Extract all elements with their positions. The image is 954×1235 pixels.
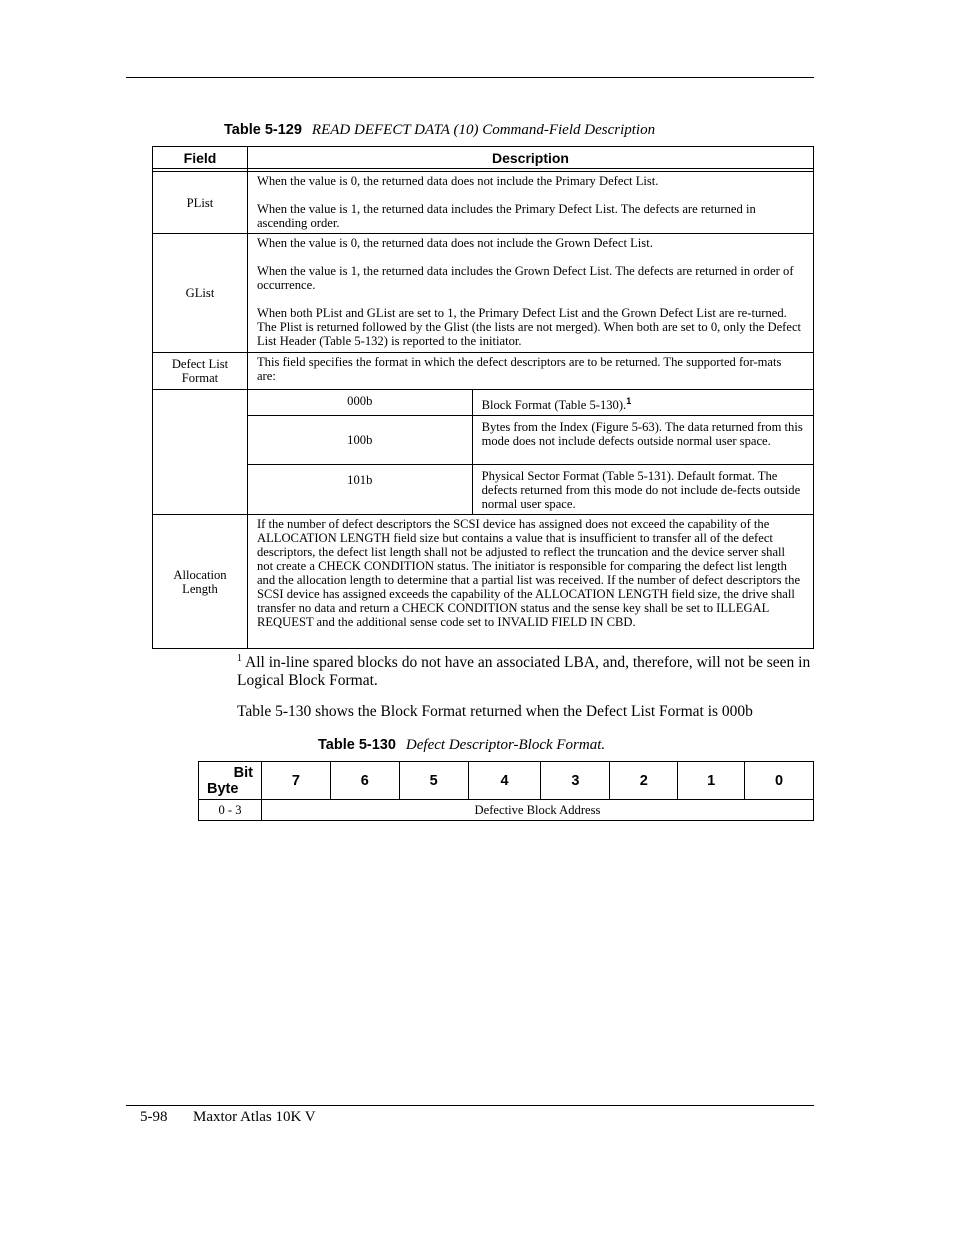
table-129-label: Table 5-129 xyxy=(224,122,302,138)
table-129 xyxy=(152,146,814,649)
bit-byte-corner xyxy=(199,762,262,800)
format-code-000b: 000b xyxy=(247,390,472,416)
corner-bit-label: Bit xyxy=(233,764,253,781)
bit-4: 4 xyxy=(468,762,541,800)
table-header-row xyxy=(153,147,814,169)
table-130-title: Defect Descriptor-Block Format. xyxy=(405,737,606,753)
desc-glist xyxy=(247,234,813,353)
format-code-100b: 100b xyxy=(247,416,472,465)
byte-value: Defective Block Address xyxy=(261,800,813,821)
table-129-title: READ DEFECT DATA (10) Command-Field Description xyxy=(311,122,656,138)
desc-glist-line-3: When both PList and GList are set to 1, the Primary Defect List and the Grown Defect List are re-turned. The Plist is returned followed by the Glist (the lists are not merged). When both are set to 0, only the Defect List Header (Table 5-132) is reported to the initiator. xyxy=(256,306,802,348)
footnote xyxy=(237,650,817,690)
table-row xyxy=(199,800,814,821)
desc-plist xyxy=(247,172,813,234)
desc-defect-list-format: This field specifies the format in which the defect descriptors are to be returned. The supported for-mats are: xyxy=(247,353,813,390)
format-text-000b-label: Block Format (Table 5-130). xyxy=(481,398,627,413)
desc-plist-line-1: When the value is 0, the returned data does not include the Primary Defect List. xyxy=(256,174,659,188)
field-plist: PList xyxy=(153,172,248,234)
bit-0: 0 xyxy=(745,762,814,800)
byte-range: 0 - 3 xyxy=(199,800,262,821)
format-text-000b xyxy=(472,390,813,416)
format-text-100b: Bytes from the Index (Figure 5-63). The data returned from this mode does not include defects outside normal user space. xyxy=(472,416,813,465)
table-row-plist xyxy=(153,172,814,234)
table-129-caption xyxy=(224,122,655,139)
bit-7: 7 xyxy=(261,762,330,800)
bit-header-row xyxy=(199,762,814,800)
page-number: 5-98 xyxy=(140,1109,168,1125)
format-code-101b: 101b xyxy=(247,465,472,515)
field-defect-list-format: Defect List Format xyxy=(153,353,248,390)
table-130-label: Table 5-130 xyxy=(318,737,396,753)
header-field: Field xyxy=(153,147,248,169)
format-text-101b: Physical Sector Format (Table 5-131). Default format. The defects returned from this mode do not include de-fects outside normal user space. xyxy=(472,465,813,515)
format-row-000b xyxy=(153,390,814,416)
table-130-caption xyxy=(318,737,605,754)
body-paragraph: Table 5-130 shows the Block Format returned when the Defect List Format is 000b xyxy=(237,703,753,720)
bit-1: 1 xyxy=(678,762,745,800)
footnote-marker: 1 xyxy=(237,653,242,664)
footer-rule xyxy=(126,1105,814,1106)
desc-glist-line-1: When the value is 0, the returned data does not include the Grown Defect List. xyxy=(256,236,653,250)
header-rule xyxy=(126,77,814,78)
field-allocation-length: Allocation Length xyxy=(153,515,248,649)
format-row-100b xyxy=(153,416,814,465)
corner-byte-label: Byte xyxy=(207,780,239,797)
bit-5: 5 xyxy=(399,762,468,800)
desc-allocation-length: If the number of defect descriptors the SCSI device has assigned does not exceed the capability of the ALLOCATION LENGTH field size but contains a value that is insufficient to transfer all of the defect descriptors, the defect list length shall not be adjusted to reflect the truncation and the device server shall not create a CHECK CONDITION status. The initiator is responsible for comparing the defect list length and the allocation length to determine that a partial list was received. If the number of defect descriptors the SCSI device has assigned exceeds the capability of the ALLOCATION LENGTH field size, the drive shall transfer no data and return a CHECK CONDITION status and the sense key shall be set to ILLEGAL REQUEST and the additional sense code set to INVALID FIELD IN CBD. xyxy=(247,515,813,649)
table-row-glist xyxy=(153,234,814,353)
footnote-ref-1: 1 xyxy=(626,396,632,406)
footer-product: Maxtor Atlas 10K V xyxy=(193,1109,316,1125)
bit-2: 2 xyxy=(610,762,678,800)
table-row-allocation-length xyxy=(153,515,814,649)
bit-6: 6 xyxy=(330,762,399,800)
header-description: Description xyxy=(247,147,813,169)
footnote-text: All in-line spared blocks do not have an associated LBA, and, therefore, will not be seen in Logical Block Format. xyxy=(237,654,811,690)
desc-plist-line-2: When the value is 1, the returned data includes the Primary Defect List. The defects are returned in ascending order. xyxy=(256,202,756,230)
format-field-blank xyxy=(153,390,248,515)
desc-glist-line-2: When the value is 1, the returned data includes the Grown Defect List. The defects are returned in order of occurrence. xyxy=(256,264,794,292)
format-row-101b xyxy=(153,465,814,515)
bit-3: 3 xyxy=(541,762,610,800)
table-130 xyxy=(198,761,814,821)
field-glist: GList xyxy=(153,234,248,353)
table-row-defect-list-format xyxy=(153,353,814,390)
